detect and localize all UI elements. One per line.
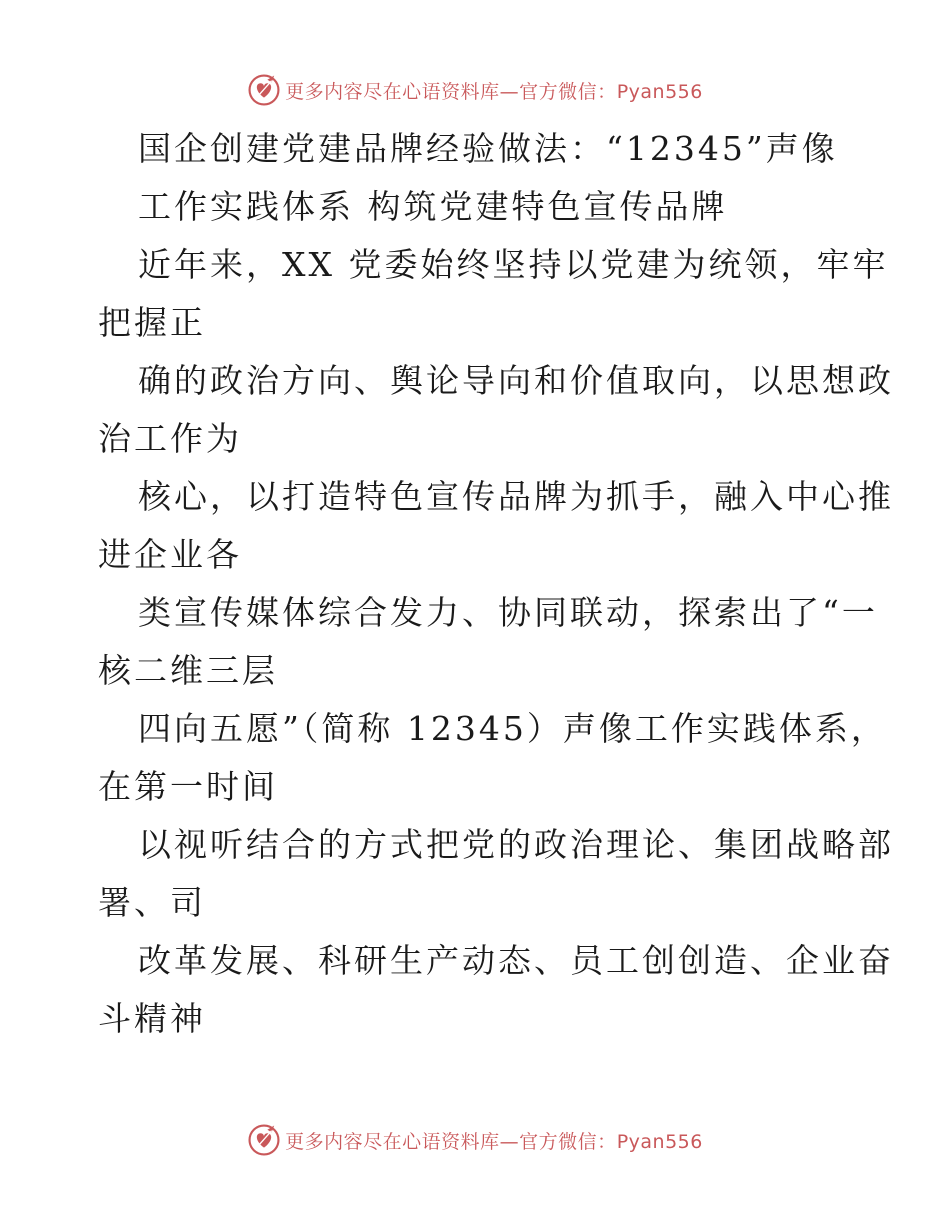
paragraph-line: 治工作为	[98, 419, 242, 458]
paragraph-line: 核二维三层	[98, 651, 278, 690]
watermark-separator: —	[499, 1130, 520, 1153]
watermark-site-name: 更多内容尽在心语资料库	[285, 1130, 500, 1153]
watermark-wechat-id: Pyan556	[616, 80, 703, 103]
paragraph-line: 署、司	[98, 883, 206, 922]
paragraph-line: 类宣传媒体综合发力、协同联动，探索出了“一	[138, 593, 878, 632]
watermark-text	[285, 1127, 703, 1154]
heart-pen-logo-icon	[247, 1123, 281, 1157]
heart-pen-logo-icon	[247, 73, 281, 107]
paragraph-line: 在第一时间	[98, 767, 278, 806]
paragraph-line: 核心，以打造特色宣传品牌为抓手，融入中心推	[138, 477, 894, 516]
paragraph-line: 近年来，XX 党委始终坚持以党建为统领，牢牢	[138, 245, 889, 284]
watermark-site-name: 更多内容尽在心语资料库	[285, 80, 500, 103]
paragraph-line: 四向五愿”（简称 12345）声像工作实践体系，	[138, 709, 887, 748]
document-title-line-1: 国企创建党建品牌经验做法：“12345”声像	[138, 129, 838, 168]
document-body	[98, 120, 894, 1048]
header-watermark-banner	[0, 70, 950, 110]
watermark-wechat-id: Pyan556	[616, 1130, 703, 1153]
watermark-wechat-label: 官方微信：	[519, 80, 617, 103]
paragraph-line: 以视听结合的方式把党的政治理论、集团战略部	[138, 825, 894, 864]
document-title-line-2: 工作实践体系 构筑党建特色宣传品牌	[138, 187, 728, 226]
watermark-wechat-label: 官方微信：	[519, 1130, 617, 1153]
paragraph-line: 把握正	[98, 303, 206, 342]
paragraph-line: 进企业各	[98, 535, 242, 574]
watermark-text	[285, 77, 703, 104]
paragraph-line: 斗精神	[98, 999, 206, 1038]
watermark-separator: —	[499, 80, 520, 103]
paragraph-line: 确的政治方向、舆论导向和价值取向，以思想政	[138, 361, 894, 400]
paragraph-line: 改革发展、科研生产动态、员工创创造、企业奋	[138, 941, 894, 980]
footer-watermark-banner	[0, 1120, 950, 1160]
